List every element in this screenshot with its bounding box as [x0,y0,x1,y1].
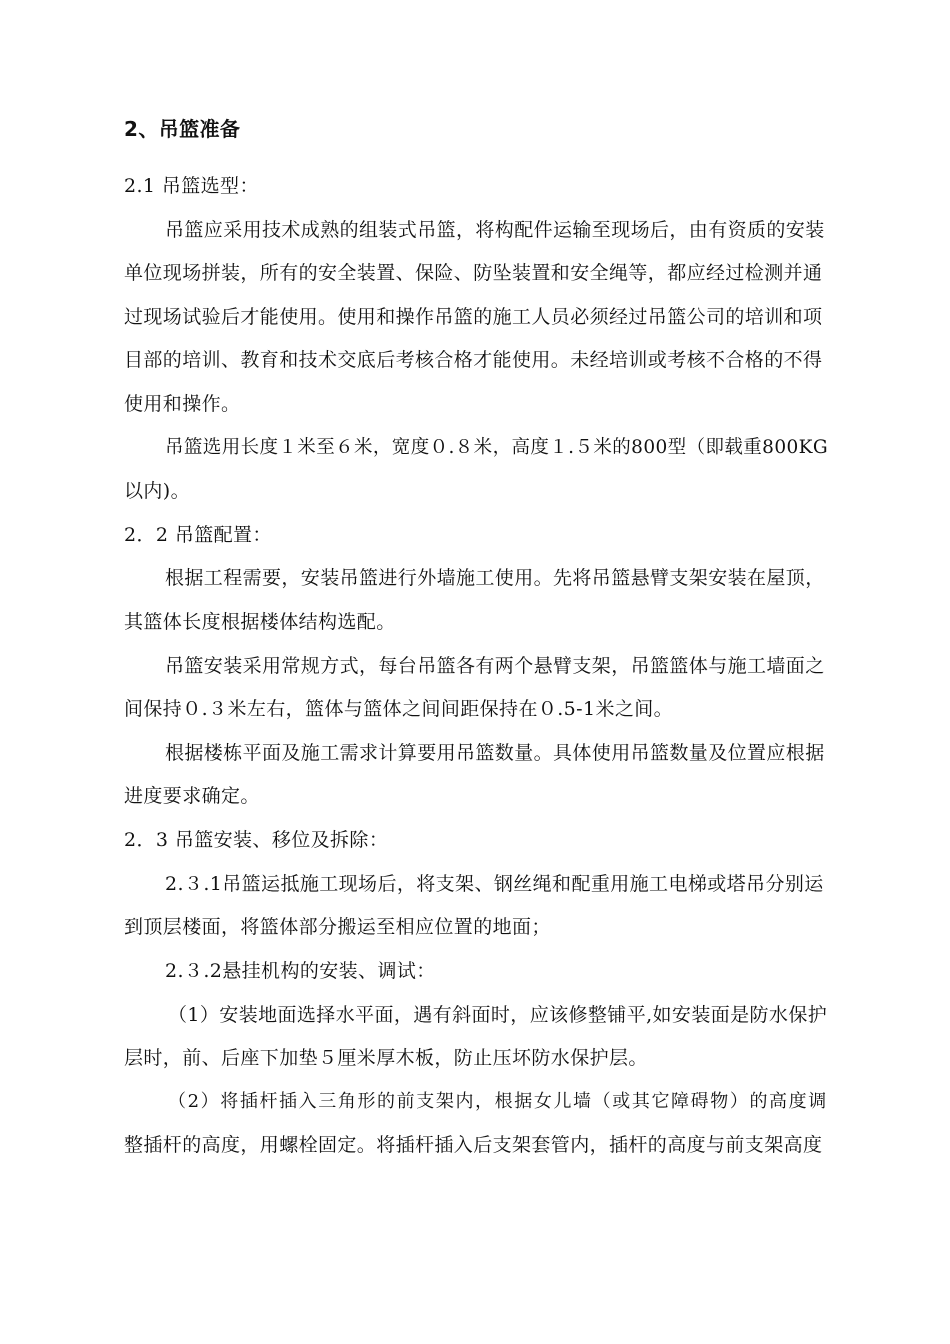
subsection-heading-2-1: 2.1 吊篮选型： [124,175,259,197]
paragraph-line: （2）将插杆插入三角形的前支架内，根据女儿墙（或其它障碍物）的高度调 [168,1091,828,1112]
paragraph-line: 进度要求确定。 [124,785,260,807]
subsection-heading-2-3-2: 2.３.2悬挂机构的安装、调试： [165,960,436,982]
paragraph-line: 层时，前、后座下加垫５厘米厚木板，防止压坏防水保护层。 [124,1047,648,1069]
paragraph-line: 吊篮应采用技术成熟的组装式吊篮，将构配件运输至现场后，由有资质的安装 [165,219,825,241]
paragraph-line: 整插杆的高度，用螺栓固定。将插杆插入后支架套管内，插杆的高度与前支架高度 [124,1134,823,1156]
paragraph-line: 其篮体长度根据楼体结构选配。 [124,611,396,633]
paragraph-line: 单位现场拼装，所有的安全装置、保险、防坠装置和安全绳等，都应经过检测并通 [124,262,823,284]
paragraph-line: 吊篮选用长度１米至６米，宽度０.８米，高度１.５米的800型（即载重800KG [165,437,829,458]
paragraph-line: 根据工程需要，安装吊篮进行外墙施工使用。先将吊篮悬臂支架安装在屋顶， [165,567,825,589]
subsection-heading-2-2: 2．2 吊篮配置： [124,524,272,546]
paragraph-line: 根据楼栋平面及施工需求计算要用吊篮数量。具体使用吊篮数量及位置应根据 [165,742,825,764]
section-heading: 2、吊篮准备 [124,117,241,141]
paragraph-line: 过现场试验后才能使用。使用和操作吊篮的施工人员必须经过吊篮公司的培训和项 [124,306,823,328]
paragraph-line: 到顶层楼面，将篮体部分搬运至相应位置的地面； [124,916,551,938]
paragraph-line: 使用和操作。 [124,393,241,415]
paragraph-line: 间保持０.３米左右，篮体与篮体之间间距保持在０.5-1米之间。 [124,698,674,720]
paragraph-line: 2.３.1吊篮运抵施工现场后，将支架、钢丝绳和配重用施工电梯或塔吊分别运 [165,873,824,895]
paragraph-line: 吊篮安装采用常规方式，每台吊篮各有两个悬臂支架，吊篮篮体与施工墙面之 [165,655,825,677]
paragraph-line: 目部的培训、教育和技术交底后考核合格才能使用。未经培训或考核不合格的不得 [124,349,823,371]
subsection-heading-2-3: 2．3 吊篮安装、移位及拆除： [124,829,389,851]
paragraph-line: 以内)。 [124,480,191,502]
paragraph-line: （1）安装地面选择水平面，遇有斜面时，应该修整铺平,如安装面是防水保护 [168,1004,828,1026]
